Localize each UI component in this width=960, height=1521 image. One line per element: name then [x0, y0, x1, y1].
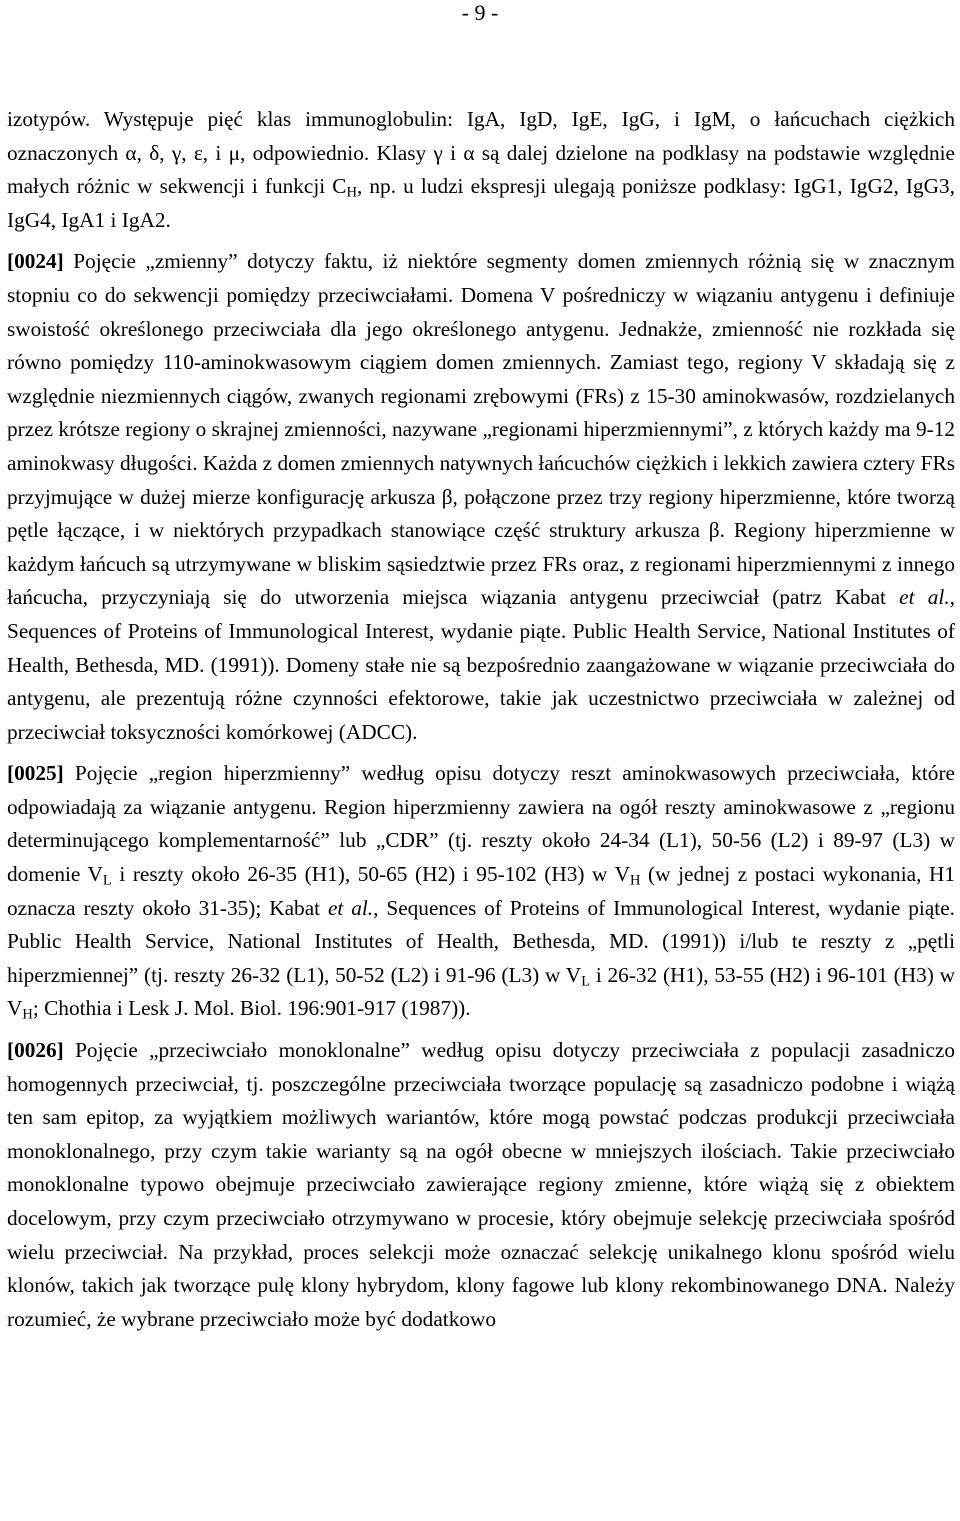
text-run: Pojęcie „region hiperzmienny” według opisu dotyczy reszt aminokwasowych przeciwciała, które odpowiadają za wiązanie antygenu. Region hiperzmienny zawiera na ogół reszty aminokwasowe z „regionu determinującego komplementarność” lub „CDR” (tj. reszty około 24-34 (L1), 50-56 (L2) i 89-97 (L3) w domenie V [7, 761, 955, 887]
text-run: , Sequences of Proteins of Immunological Interest, wydanie piąte. Public Health Service, National Institutes of Health, Bethesda, MD. (1991)). Domeny stałe nie są bezpośrednio zaangażowane w wiązanie przeciwciała do antygenu, ale prezentują różne czynności efektorowe, takie jak uczestnictwo przeciwciała w zależnej od przeciwciał toksyczności komórkowej (ADCC). [7, 585, 955, 744]
text-run: ; Chothia i Lesk J. Mol. Biol. 196:901-917 (1987)). [32, 996, 471, 1021]
paragraph-0024 [7, 245, 955, 749]
document-body [7, 103, 955, 1336]
paragraph-number: [0026] [7, 1038, 64, 1063]
text-run: , np. u ludzi ekspresji ulegają poniższe podklasy: IgG1, IgG2, IgG3, IgG4, IgA1 i IgA2. [7, 174, 955, 232]
paragraph-number: [0025] [7, 761, 64, 786]
italic-text: et al. [899, 585, 950, 610]
text-run: (w jednej z postaci wykonania, H1 oznacza reszty około 31-35); Kabat [7, 862, 956, 920]
paragraph-0025 [7, 757, 955, 1026]
italic-text: et al. [327, 895, 374, 920]
page-number: - 9 - [461, 0, 499, 25]
text-run: i reszty około 26-35 (H1), 50-65 (H2) i 95-102 (H3) w V [111, 862, 630, 887]
paragraph-0026 [7, 1034, 955, 1336]
subscript: L [581, 973, 591, 990]
text-run: Pojęcie „przeciwciało monoklonalne” według opisu dotyczy przeciwciała z populacji zasadniczo homogennych przeciwciał, tj. poszczególne przeciwciała tworzące populację są zasadniczo podobne i wiążą ten sam epitop, za wyjątkiem możliwych wariantów, które mogą powstać podczas produkcji przeciwciała monoklonalnego, przy czym takie warianty są na ogół obecne w mniejszych ilościach. Takie przeciwciało monoklonalne typowo obejmuje przeciwciało zawierające regiony zmienne, które wiążą się z obiektem docelowym, przy czym przeciwciało otrzymywano w procesie, który obejmuje selekcję przeciwciała spośród wielu przeciwciał. Na przykład, proces selekcji może oznaczać selekcję unikalnego klonu spośród wielu klonów, takich jak tworzące pulę klony hybrydom, klony fagowe lub klony rekombinowanego DNA. Należy rozumieć, że wybrane przeciwciało może być dodatkowo [7, 1038, 955, 1331]
text-run: Pojęcie „zmienny” dotyczy faktu, iż niektóre segmenty domen zmiennych różnią się w znacznym stopniu co do sekwencji pomiędzy przeciwciałami. Domena V pośredniczy w wiązaniu antygenu i definiuje swoistość określonego przeciwciała dla jego określonego antygenu. Jednakże, zmienność nie rozkłada się równo pomiędzy 110-aminokwasowym ciągiem domen zmiennych. Zamiast tego, regiony V składają się z względnie niezmiennych ciągów, zwanych regionami zrębowymi (FRs) z 15-30 aminokwasów, rozdzielanych przez krótsze regiony o skrajnej zmienności, nazywane „regionami hiperzmiennymi”, z których każdy ma 9-12 aminokwasy długości. Każda z domen zmiennych natywnych łańcuchów ciężkich i lekkich zawiera cztery FRs przyjmujące w dużej mierze konfigurację arkusza β, połączone przez trzy regiony hiperzmienne, które tworzą pętle łączące, i w niektórych przypadkach stanowiące część struktury arkusza β. Regiony hiperzmienne w każdym łańcuch są utrzymywane w bliskim sąsiedztwie przez FRs oraz, z regionami hiperzmiennymi z innego łańcucha, przyczyniają się do utworzenia miejsca wiązania antygenu przeciwciał (patrz Kabat [7, 249, 955, 610]
subscript: H [22, 1007, 33, 1024]
subscript: H [629, 872, 641, 889]
subscript: H [346, 184, 357, 201]
text-run: i 26-32 (H1), 53-55 (H2) i 96-101 (H3) w V [7, 962, 955, 1021]
subscript: L [102, 872, 112, 889]
paragraph-continuation [7, 103, 955, 237]
text-run: izotypów. Występuje pięć klas immunoglobulin: IgA, IgD, IgE, IgG, i IgM, o łańcuchach ciężkich oznaczonych α, δ, γ, ε, i μ, odpowiednio. Klasy γ i α są dalej dzielone na podklasy na podstawie względnie małych różnic w sekwencji i funkcji C [7, 107, 955, 199]
paragraph-number: [0024] [7, 249, 64, 274]
text-run: , Sequences of Proteins of Immunological Interest, wydanie piąte. Public Health Service, National Institutes of Health, Bethesda, MD. (1991)) i/lub te reszty z „pętli hiperzmiennej” (tj. reszty 26-32 (L1), 50-52 (L2) i 91-96 (L3) w V [7, 895, 955, 987]
